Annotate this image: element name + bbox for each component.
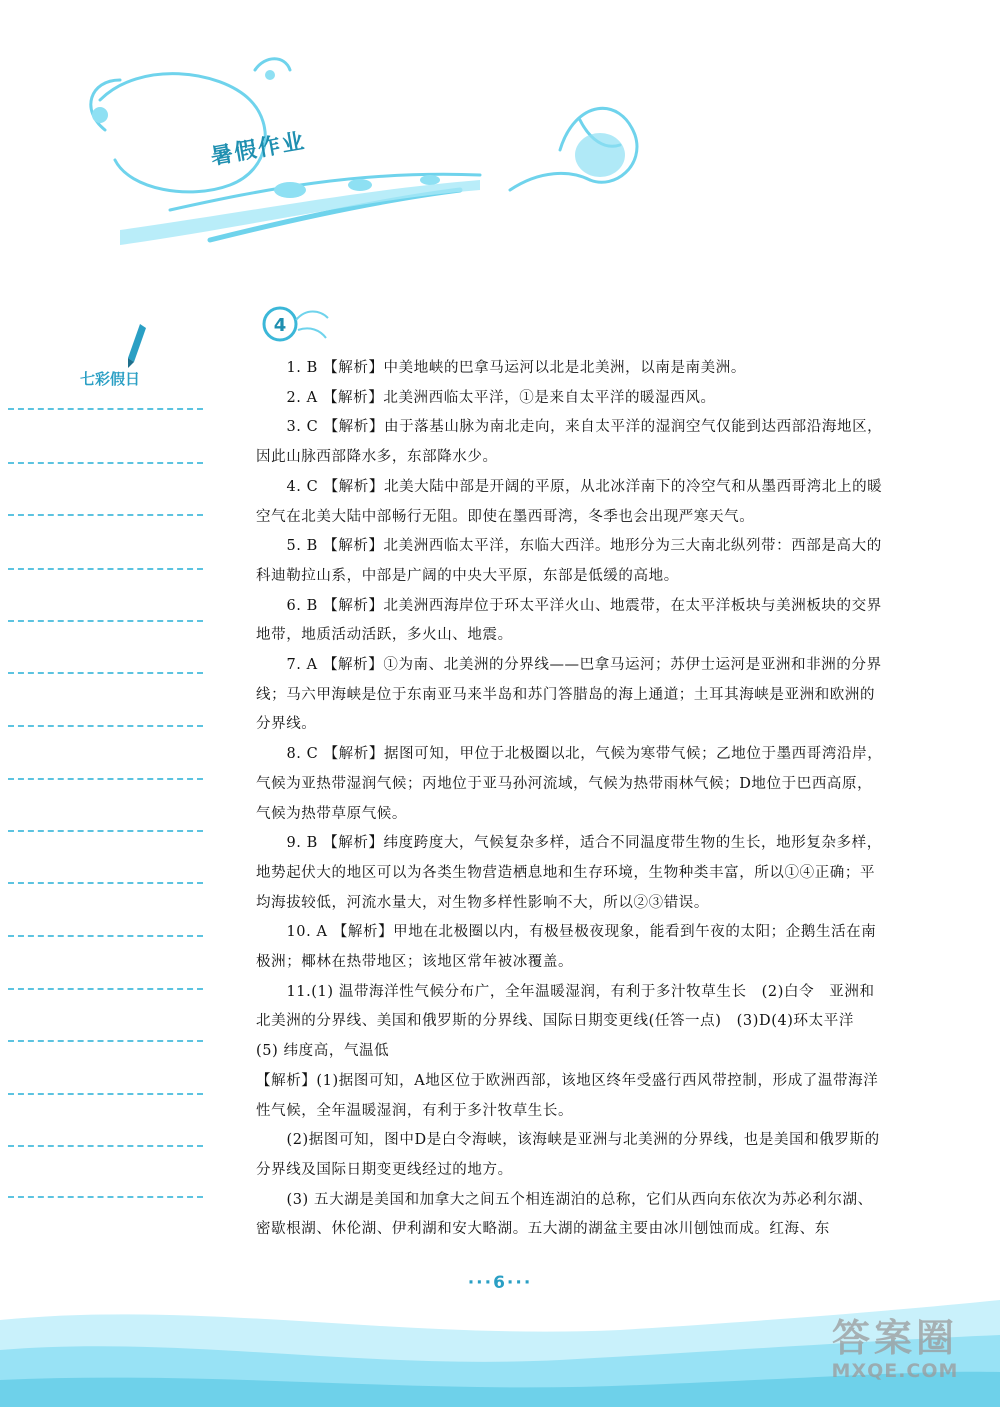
note-line — [8, 988, 203, 990]
answer-line: 7. A 【解析】①为南、北美洲的分界线——巴拿马运河；苏伊士运河是亚洲和非洲的 — [286, 657, 852, 674]
answer-line: (2)据图可知，图中D是白令海峡，该海峡是亚洲与北美洲的分界线，也是美国和俄 — [286, 1132, 835, 1149]
note-line — [8, 1145, 203, 1147]
answer-line: 带海洋性气候，全年温暖湿润，有利于多汁牧草生长。 — [256, 1072, 879, 1119]
note-line — [8, 1093, 203, 1095]
answer-line: 【解析】(1)据图可知，A地区位于欧洲西部，该地区终年受盛行西风带控制，形成了温 — [256, 1072, 834, 1089]
note-line — [8, 882, 203, 884]
section-number: 4 — [273, 315, 287, 336]
pen-icon — [62, 322, 152, 372]
answer-line: 湖、密歇根湖、休伦湖、伊利湖和安大略湖。五大湖的湖盆主要由冰川刨蚀而成。红海、东 — [256, 1191, 873, 1238]
note-line — [8, 408, 203, 410]
answer-line: 上的暖空气在北美大陆中部畅行无阻。即使在墨西哥湾，冬季也会出现严寒天气。 — [256, 478, 883, 525]
note-line — [8, 1196, 203, 1198]
answer-line: 南极洲；椰林在热带地区；该地区常年被冰覆盖。 — [256, 924, 877, 971]
note-line — [8, 672, 203, 674]
note-line — [8, 1040, 203, 1042]
answer-a10 — [256, 918, 886, 977]
answer-line: 11.(1) 温带海洋性气候分布广，全年温暖湿润，有利于多汁牧草生长 (2)白令 亚 — [286, 983, 845, 1000]
answer-a11e2 — [256, 1126, 886, 1185]
page-number — [0, 1273, 1000, 1293]
answer-a5 — [256, 532, 886, 591]
watermark-url: MXQE.COM — [831, 1360, 959, 1382]
answer-line: 大的科迪勒拉山系，中部是广阔的中央大平原，东部是低缓的高地。 — [256, 538, 882, 584]
answer-line: 2. A 【解析】北美洲西临太平洋，①是来自太平洋的暖湿西风。 — [286, 389, 716, 406]
answer-line: 和欧洲的分界线。 — [256, 686, 876, 733]
answer-a9 — [256, 829, 886, 918]
note-line — [8, 935, 203, 937]
answer-a8 — [256, 740, 886, 829]
answer-line: (4)环太平洋 (5) 纬度高，气温低 — [256, 1013, 870, 1060]
answer-line: 正确；平均海拔较低，河流水量大，对生物多样性影响不大，所以②③错误。 — [256, 864, 876, 911]
note-line — [8, 462, 203, 464]
note-line — [8, 725, 203, 727]
answer-line: 1. B 【解析】中美地峡的巴拿马运河以北是北美洲，以南是南美洲。 — [286, 360, 746, 376]
answer-line: 5. B 【解析】北美洲西临太平洋，东临大西洋。地形分为三大南北纵列带：西部是高 — [286, 538, 852, 555]
answer-line: 3. C 【解析】由于落基山脉为南北走向，来自太平洋的湿润空气仅能到达西部沿海 — [286, 419, 837, 436]
answer-content — [256, 354, 886, 1245]
answer-a6 — [256, 592, 886, 651]
answer-a11 — [256, 978, 886, 1067]
answer-a2 — [256, 384, 886, 414]
watermark — [800, 1316, 990, 1396]
section-badge — [258, 300, 338, 360]
note-line — [8, 514, 203, 516]
note-line — [8, 778, 203, 780]
answer-a11e1 — [256, 1067, 886, 1126]
note-line — [8, 568, 203, 570]
answer-a11e3 — [256, 1186, 886, 1245]
answer-line: 洲和北美洲的分界线、美国和俄罗斯的分界线、国际日期变更线(任答一点) (3)D — [256, 983, 875, 1030]
answer-a7 — [256, 651, 886, 740]
answer-line: (3) 五大湖是美国和加拿大之间五个相连湖泊的总称，它们从西向东依次为苏必利尔 — [286, 1191, 843, 1208]
page-dots-right: ··· — [506, 1273, 533, 1293]
answer-line: 6. B 【解析】北美洲西海岸位于环太平洋火山、地震带，在太平洋板块与美洲板块的 — [286, 597, 852, 614]
answer-a1 — [256, 354, 886, 384]
answer-line: 样，地势起伏大的地区可以为各类生物营造栖息地和生存环境，生物种类丰富，所以①④ — [256, 835, 882, 881]
answer-line: 地区，因此山脉西部降水多，东部降水少。 — [256, 419, 883, 466]
answer-a3 — [256, 413, 886, 472]
answer-line: 8. C 【解析】据图可知，甲位于北极圈以北，气候为寒带气候；乙地位于墨西哥湾沿 — [286, 746, 853, 763]
answer-line: 罗斯的分界线及国际日期变更线经过的地方。 — [256, 1132, 880, 1178]
answer-line: 10. A 【解析】甲地在北极圈以内，有极昼极夜现象，能看到午夜的太阳；企鹅生活在 — [286, 924, 862, 941]
note-line — [8, 830, 203, 832]
page-title: 暑假作业 — [208, 128, 308, 171]
header-banner — [60, 40, 700, 260]
page-dots-left: ··· — [467, 1273, 494, 1293]
answer-line: 交界地带，地质活动活跃，多火山、地震。 — [256, 597, 882, 644]
answer-line: 分界线；马六甲海峡是位于东南亚马来半岛和苏门答腊岛的海上通道；土耳其海峡是亚洲 — [256, 657, 882, 703]
badge-ornament-icon — [258, 300, 338, 360]
banner-ornament — [60, 40, 700, 260]
answer-a4 — [256, 473, 886, 532]
answer-line: 高原，气候为热带草原气候。 — [256, 775, 873, 822]
page-number-value: 6 — [493, 1273, 507, 1293]
watermark-logo-text: 答案圈 — [831, 1316, 958, 1360]
sidebar-brand-label: 七彩假日 — [80, 370, 141, 388]
answer-line: 9. B 【解析】纬度跨度大，气候复杂多样，适合不同温度带生物的生长，地形复杂多 — [286, 835, 852, 852]
answer-line: 4. C 【解析】北美大陆中部是开阔的平原，从北冰洋南下的冷空气和从墨西哥湾北 — [286, 478, 837, 495]
note-line — [8, 620, 203, 622]
answer-line: 岸，气候为亚热带湿润气候；丙地位于亚马孙河流域，气候为热带雨林气候；D地位于巴西 — [256, 746, 883, 792]
